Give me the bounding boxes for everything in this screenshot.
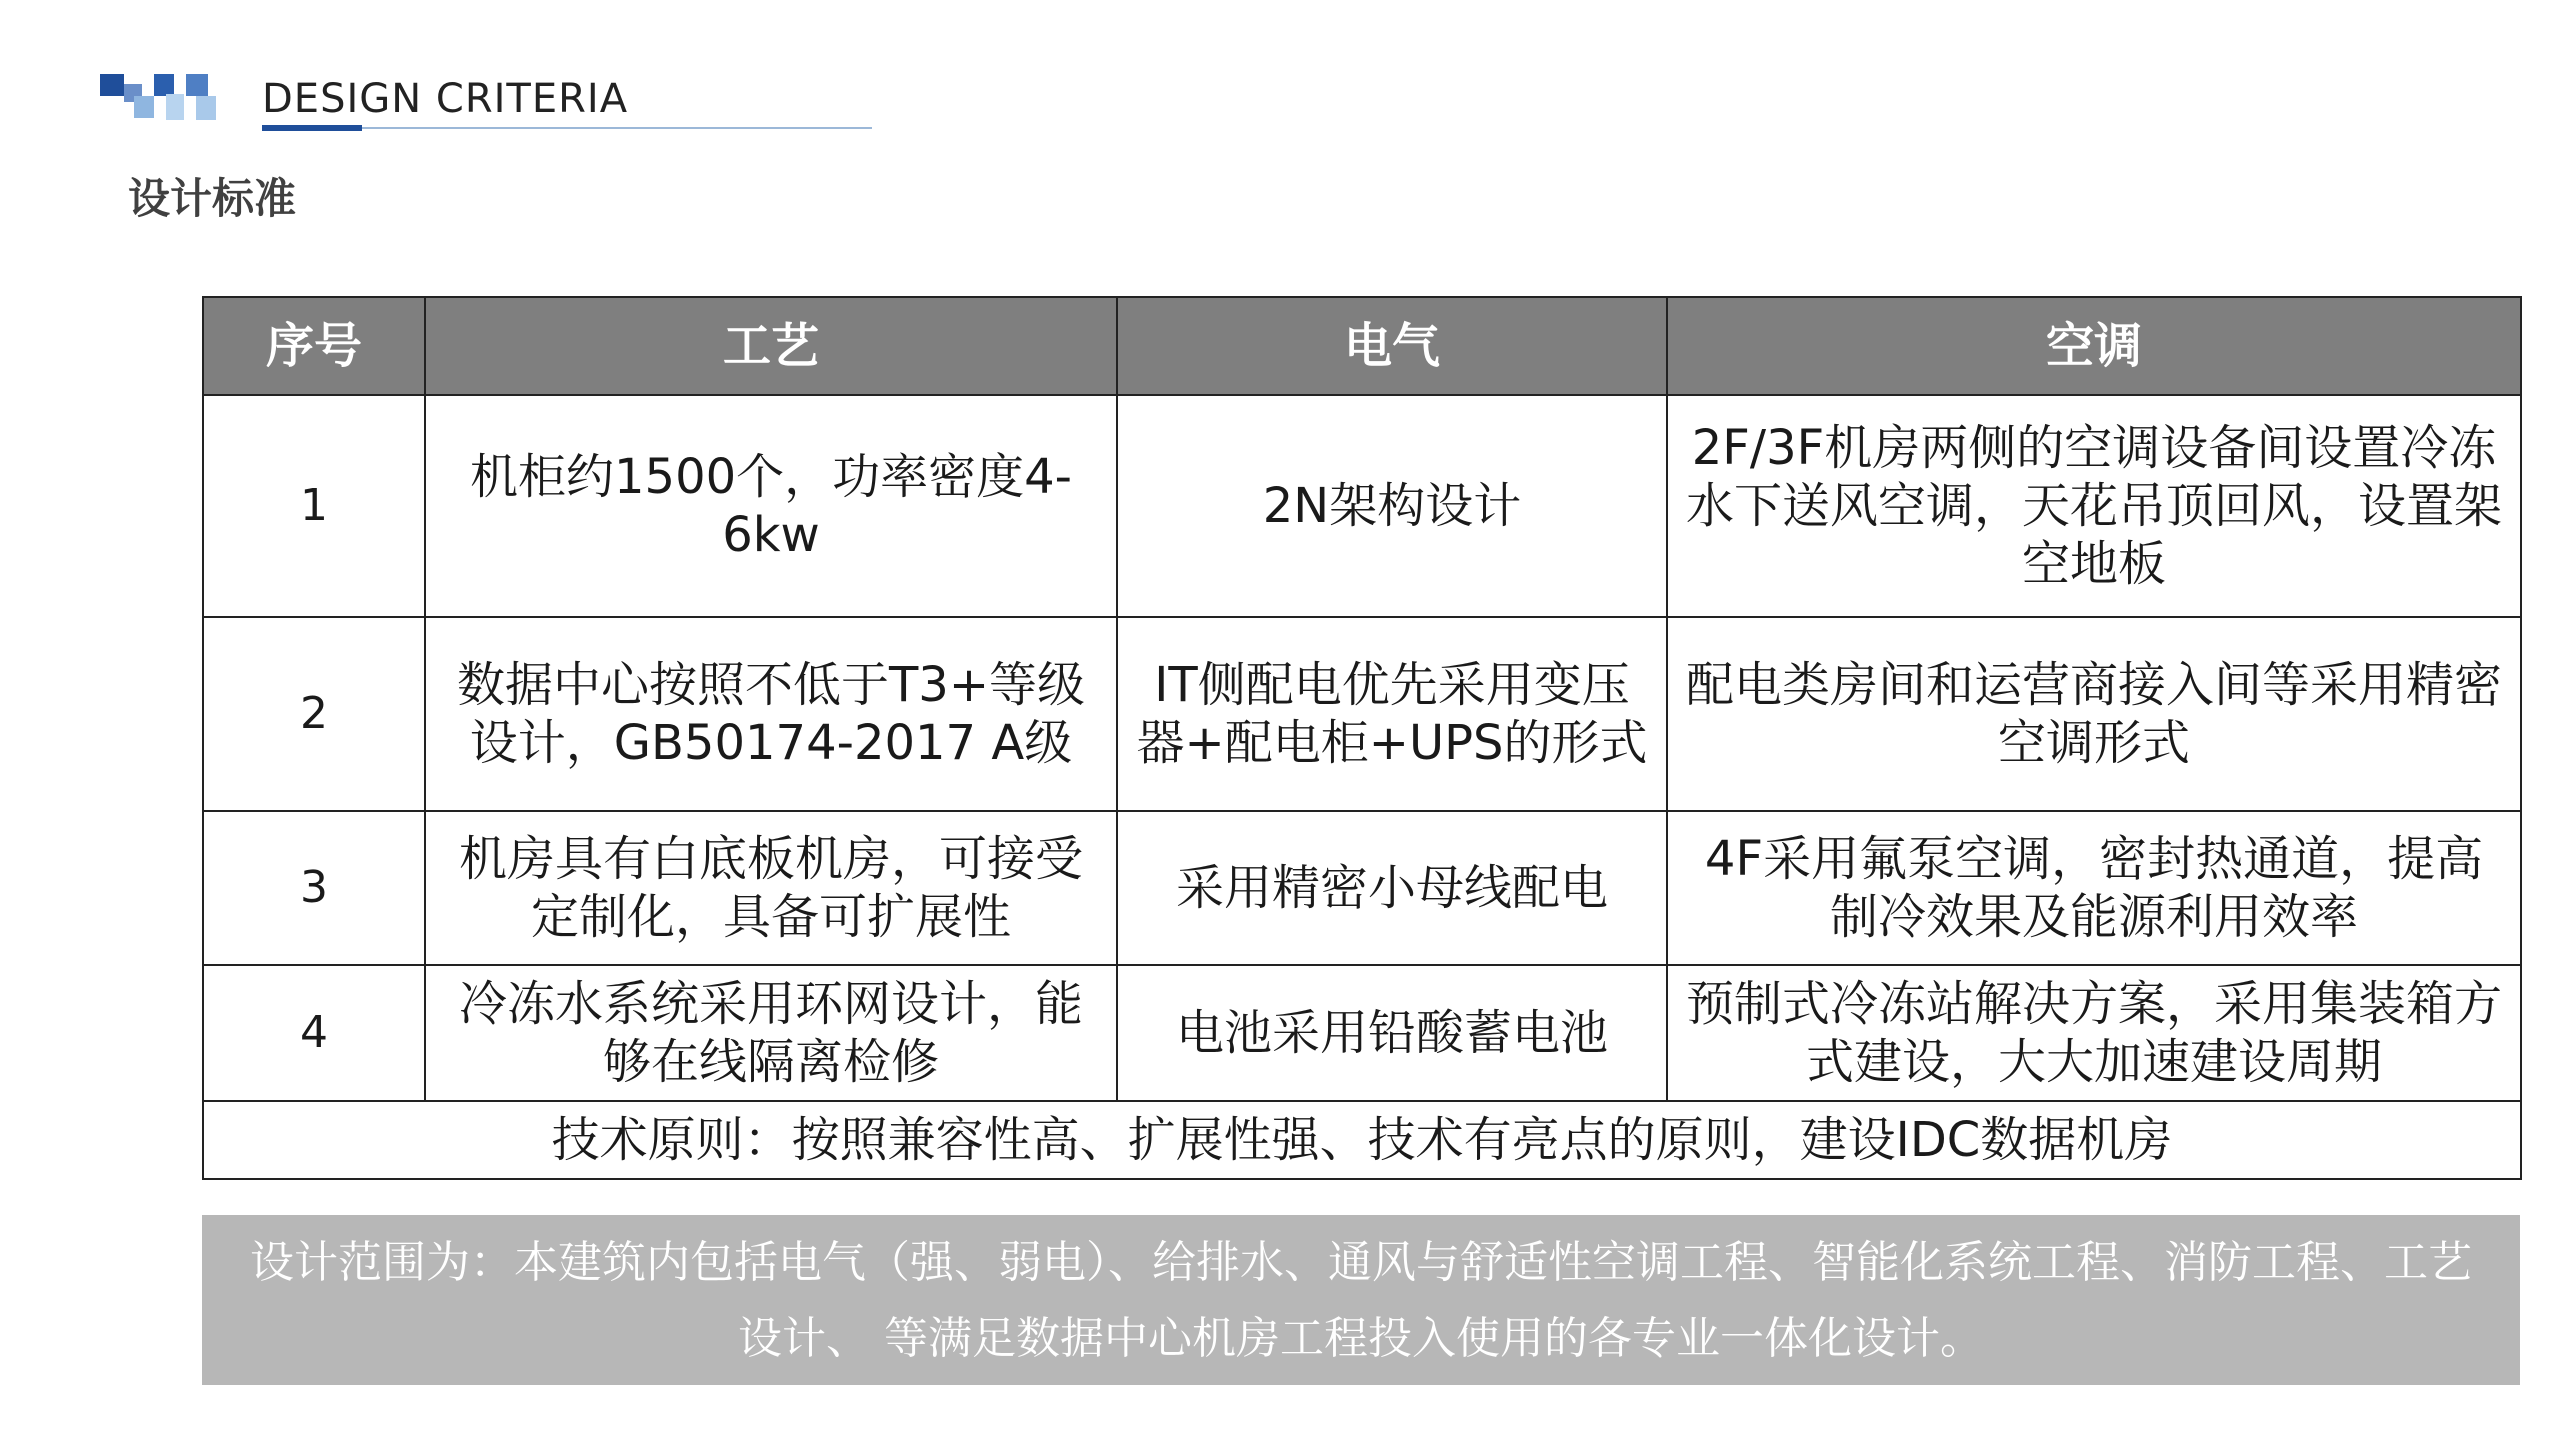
header-divider-accent	[262, 125, 362, 131]
hvac-cell: 4F采用氟泵空调，密封热通道，提高制冷效果及能源利用效率	[1667, 811, 2521, 965]
row-number: 3	[203, 811, 425, 965]
table-row	[203, 965, 2521, 1101]
row-number: 1	[203, 395, 425, 617]
electrical-cell: IT侧配电优先采用变压器+配电柜+UPS的形式	[1117, 617, 1667, 811]
table-row	[203, 395, 2521, 617]
electrical-cell: 电池采用铅酸蓄电池	[1117, 965, 1667, 1101]
logo-mark	[100, 74, 220, 128]
hvac-cell: 预制式冷冻站解决方案，采用集装箱方式建设，大大加速建设周期	[1667, 965, 2521, 1101]
column-header-electrical: 电气	[1117, 297, 1667, 395]
table-row	[203, 617, 2521, 811]
process-cell: 机柜约1500个，功率密度4-6kw	[425, 395, 1117, 617]
table-row	[203, 811, 2521, 965]
page-subtitle: 设计标准	[128, 174, 297, 223]
criteria-table	[202, 296, 2522, 1180]
table-header-row	[203, 297, 2521, 395]
electrical-cell: 采用精密小母线配电	[1117, 811, 1667, 965]
column-header-no: 序号	[203, 297, 425, 395]
column-header-hvac: 空调	[1667, 297, 2521, 395]
process-cell: 机房具有白底板机房，可接受定制化，具备可扩展性	[425, 811, 1117, 965]
hvac-cell: 2F/3F机房两侧的空调设备间设置冷冻水下送风空调，天花吊顶回风，设置架空地板	[1667, 395, 2521, 617]
process-cell: 冷冻水系统采用环网设计，能够在线隔离检修	[425, 965, 1117, 1101]
design-scope-note: 设计范围为：本建筑内包括电气（强、弱电）、给排水、通风与舒适性空调工程、智能化系统工程、消防工程、工艺设计、 等满足数据中心机房工程投入使用的各专业一体化设计。	[202, 1215, 2520, 1385]
technical-principle: 技术原则：按照兼容性高、扩展性强、技术有亮点的原则，建设IDC数据机房	[203, 1101, 2521, 1179]
row-number: 4	[203, 965, 425, 1101]
hvac-cell: 配电类房间和运营商接入间等采用精密空调形式	[1667, 617, 2521, 811]
row-number: 2	[203, 617, 425, 811]
process-cell: 数据中心按照不低于T3+等级设计，GB50174-2017 A级	[425, 617, 1117, 811]
column-header-process: 工艺	[425, 297, 1117, 395]
electrical-cell: 2N架构设计	[1117, 395, 1667, 617]
header-title: DESIGN CRITERIA	[262, 76, 629, 122]
principle-row	[203, 1101, 2521, 1179]
